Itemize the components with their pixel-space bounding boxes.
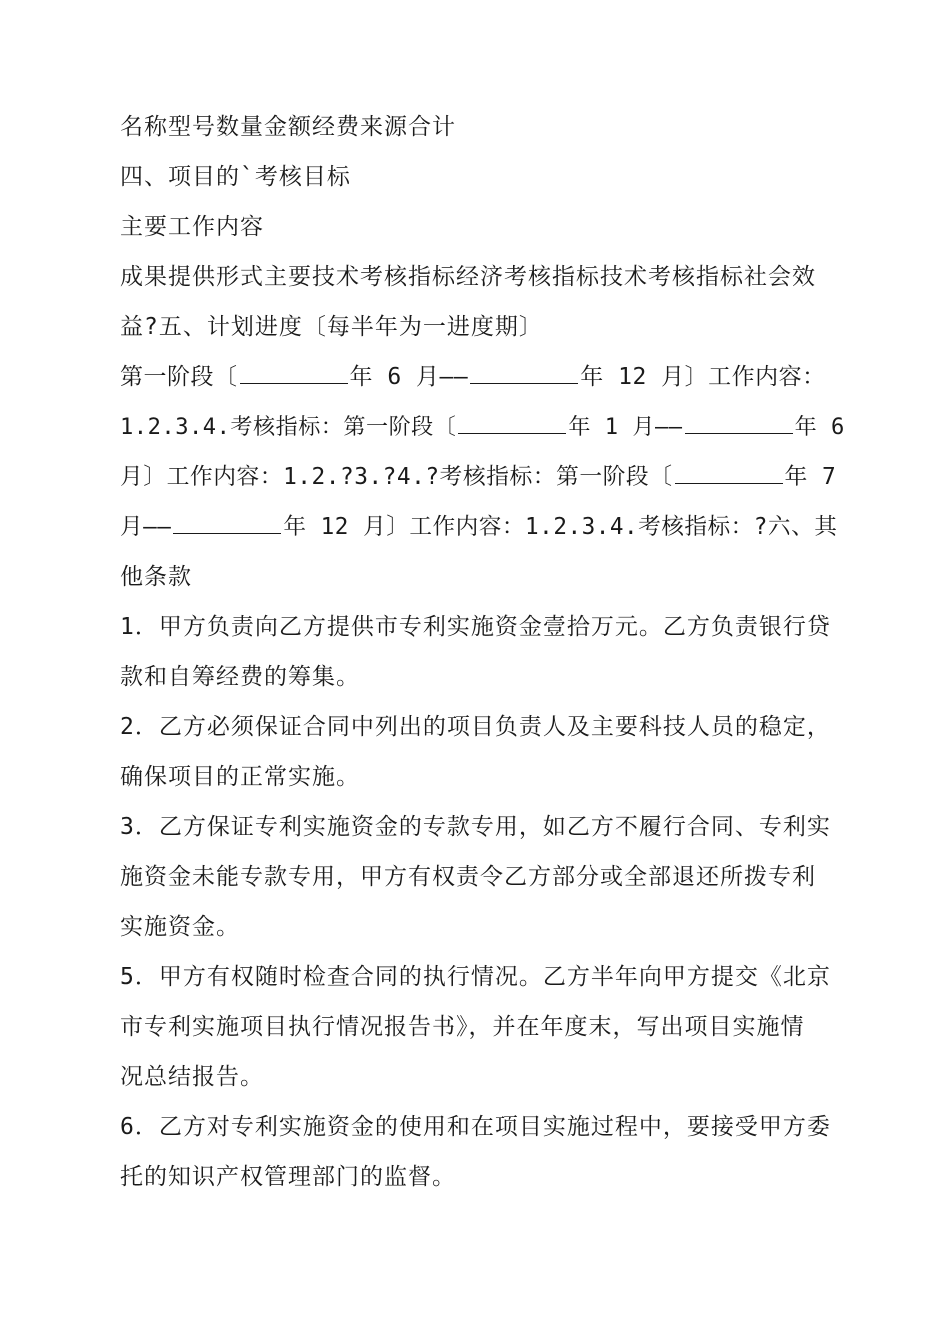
stage-text: 年 12 月〕工作内容： — [580, 364, 826, 390]
table-header-text: 名称型号数量金额经费来源合计 — [120, 114, 456, 140]
stage-line-2 — [120, 402, 845, 452]
stage-line-3 — [120, 452, 836, 502]
document-body — [120, 102, 845, 1202]
clause-5-line: 5．甲方有权随时检查合同的执行情况。乙方半年向甲方提交《北京 — [120, 964, 831, 990]
fill-in-blank — [240, 363, 348, 384]
clause-3-line: 3．乙方保证专利实施资金的专款专用，如乙方不履行合同、专利实 — [120, 814, 831, 840]
stage-text: 年 1 月—— — [568, 414, 683, 440]
stage-text: 月—— — [120, 514, 172, 540]
stage-text: 第一阶段〔 — [120, 364, 238, 390]
stage-text: 年 6 — [794, 414, 845, 440]
clause-5-line: 市专利实施项目执行情况报告书》，并在年度末，写出项目实施情 — [120, 1014, 805, 1040]
main-work-content-label: 主要工作内容 — [120, 214, 264, 240]
stage-text: 月〕工作内容：1.2.?3.?4.?考核指标：第一阶段〔 — [120, 464, 673, 490]
clause-1-line: 1．甲方负责向乙方提供市专利实施资金壹拾万元。乙方负责银行贷 — [120, 614, 831, 640]
fill-in-blank — [470, 363, 578, 384]
stage-line-4 — [120, 502, 836, 552]
paragraph-line: 成果提供形式主要技术考核指标经济考核指标技术考核指标社会效 — [120, 264, 816, 290]
stage-text: 年 12 月〕工作内容：1.2.3.4.考核指标：?六、其 — [283, 514, 838, 540]
fill-in-blank — [685, 413, 793, 434]
clause-6-line: 6．乙方对专利实施资金的使用和在项目实施过程中，要接受甲方委 — [120, 1114, 831, 1140]
stage-text: 年 6 月—— — [349, 364, 469, 390]
clause-5-line: 况总结报告。 — [120, 1064, 264, 1090]
stage-text: 1.2.3.4.考核指标：第一阶段〔 — [120, 414, 457, 440]
stage-line-1 — [120, 352, 836, 402]
clause-3-line: 施资金未能专款专用，甲方有权责令乙方部分或全部退还所拨专利 — [120, 864, 816, 890]
fill-in-blank — [458, 413, 566, 434]
section-heading-schedule: 益?五、计划进度〔每半年为一进度期〕 — [120, 314, 543, 340]
clause-1-line: 款和自筹经费的筹集。 — [120, 664, 360, 690]
clause-6-line: 托的知识产权管理部门的监督。 — [120, 1164, 456, 1190]
stage-text: 年 7 — [784, 464, 837, 490]
clause-2-line: 2．乙方必须保证合同中列出的项目负责人及主要科技人员的稳定， — [120, 714, 831, 740]
fill-in-blank — [675, 463, 783, 484]
clause-2-line: 确保项目的正常实施。 — [120, 764, 360, 790]
paragraph-line: 他条款 — [120, 564, 192, 590]
fill-in-blank — [173, 513, 281, 534]
clause-3-line: 实施资金。 — [120, 914, 240, 940]
section-heading-assessment: 四、项目的`考核目标 — [120, 164, 351, 190]
